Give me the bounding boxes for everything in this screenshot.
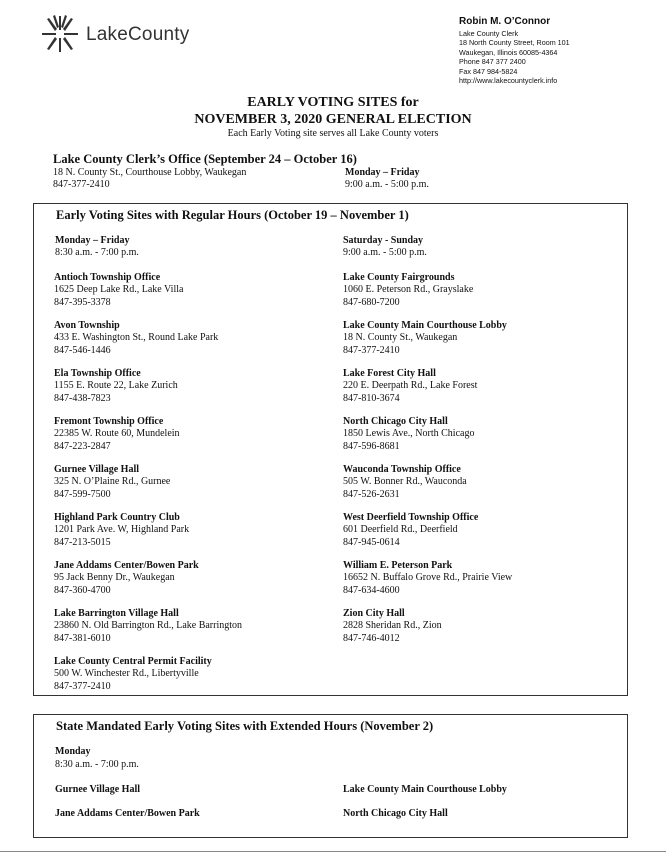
regular-hours-heading: Early Voting Sites with Regular Hours (October 19 – November 1) xyxy=(56,208,409,222)
site-entry xyxy=(54,320,344,357)
extended-hours-heading: State Mandated Early Voting Sites with Extended Hours (November 2) xyxy=(56,719,434,733)
site-address: 95 Jack Benny Dr., Waukegan xyxy=(54,572,175,584)
site-entry xyxy=(343,416,633,453)
site-name: Lake County Fairgrounds xyxy=(343,272,455,283)
site-phone: 847-377-2410 xyxy=(54,680,111,692)
site-phone: 847-634-4600 xyxy=(343,584,400,596)
site-entry xyxy=(343,512,633,549)
site-address: 220 E. Deerpath Rd., Lake Forest xyxy=(343,380,478,392)
site-name: Zion City Hall xyxy=(343,608,405,619)
clerk-office-address: 18 N. County St., Courthouse Lobby, Waukegan xyxy=(53,167,247,178)
site-phone: 847-381-6010 xyxy=(54,632,111,644)
site-address: 16652 N. Buffalo Grove Rd., Prairie View xyxy=(343,572,513,584)
weekend-label: Saturday - Sunday xyxy=(343,235,424,246)
site-address: 23860 N. Old Barrington Rd., Lake Barrington xyxy=(54,620,243,632)
site-entry xyxy=(54,464,344,501)
contact-line: Phone 847 377 2400 xyxy=(459,57,526,67)
site-phone: 847-945-0614 xyxy=(343,536,400,548)
logo-text: LakeCounty xyxy=(86,24,190,45)
extended-site: North Chicago City Hall xyxy=(343,808,448,819)
page-title-line2: NOVEMBER 3, 2020 GENERAL ELECTION xyxy=(194,112,472,127)
site-name: Lake County Main Courthouse Lobby xyxy=(343,320,507,331)
site-name: North Chicago City Hall xyxy=(343,416,448,427)
weekday-label: Monday – Friday xyxy=(55,235,130,246)
site-phone: 847-526-2631 xyxy=(343,488,400,500)
site-entry xyxy=(54,560,344,597)
weekday-hours: 8:30 a.m. - 7:00 p.m. xyxy=(55,247,139,258)
site-address: 1155 E. Route 22, Lake Zurich xyxy=(54,380,178,392)
contact-line: Fax 847 984-5824 xyxy=(459,66,518,76)
site-address: 18 N. County St., Waukegan xyxy=(343,332,458,344)
site-name: Fremont Township Office xyxy=(54,416,164,427)
lake-county-logo-icon xyxy=(40,14,80,54)
extended-site: Lake County Main Courthouse Lobby xyxy=(343,784,507,795)
site-phone: 847-546-1446 xyxy=(54,344,111,356)
site-address: 1201 Park Ave. W, Highland Park xyxy=(54,524,190,536)
contact-line: Lake County Clerk xyxy=(459,29,519,38)
site-phone: 847-599-7500 xyxy=(54,488,111,500)
site-name: Lake Barrington Village Hall xyxy=(54,608,179,619)
site-address: 2828 Sheridan Rd., Zion xyxy=(343,620,442,632)
site-name: West Deerfield Township Office xyxy=(343,512,479,523)
site-entry xyxy=(54,416,344,453)
site-phone: 847-395-3378 xyxy=(54,296,111,308)
site-address: 505 W. Bonner Rd., Wauconda xyxy=(343,476,467,488)
extended-day-label: Monday xyxy=(55,746,91,757)
weekend-hours: 9:00 a.m. - 5:00 p.m. xyxy=(343,247,427,258)
site-name: Avon Township xyxy=(54,320,120,331)
site-address: 500 W. Winchester Rd., Libertyville xyxy=(54,668,199,680)
site-name: Gurnee Village Hall xyxy=(54,464,139,475)
clerk-office-phone: 847-377-2410 xyxy=(53,179,110,190)
site-name: Lake Forest City Hall xyxy=(343,368,436,379)
site-phone: 847-377-2410 xyxy=(343,344,400,356)
contact-website-link[interactable]: http://www.lakecountyclerk.info xyxy=(459,76,558,86)
site-entry xyxy=(343,272,633,309)
page-title-line1: EARLY VOTING SITES for xyxy=(247,95,419,110)
clerk-office-heading: Lake County Clerk’s Office (September 24 – October 16) xyxy=(53,152,357,166)
clerk-office-days: Monday – Friday xyxy=(345,167,420,178)
site-phone: 847-213-5015 xyxy=(54,536,111,548)
site-entry xyxy=(343,368,633,405)
site-entry xyxy=(54,656,344,693)
site-entry xyxy=(343,464,633,501)
site-name: Lake County Central Permit Facility xyxy=(54,656,212,667)
site-phone: 847-223-2847 xyxy=(54,440,111,452)
site-name: Antioch Township Office xyxy=(54,272,161,283)
site-entry xyxy=(54,512,344,549)
site-name: Highland Park Country Club xyxy=(54,512,180,523)
site-address: 1850 Lewis Ave., North Chicago xyxy=(343,428,475,440)
site-entry xyxy=(343,560,633,597)
site-address: 433 E. Washington St., Round Lake Park xyxy=(54,332,219,344)
extended-site: Gurnee Village Hall xyxy=(55,784,140,795)
site-entry xyxy=(54,608,344,645)
page-subtitle: Each Early Voting site serves all Lake County voters xyxy=(227,128,439,139)
site-phone: 847-746-4012 xyxy=(343,632,400,644)
site-address: 1060 E. Peterson Rd., Grayslake xyxy=(343,284,474,296)
site-address: 325 N. O’Plaine Rd., Gurnee xyxy=(54,476,171,488)
contact-line: 18 North County Street, Room 101 xyxy=(459,38,570,48)
contact-line: Waukegan, Illinois 60085-4364 xyxy=(459,47,558,57)
site-entry xyxy=(343,608,633,645)
clerk-name: Robin M. O’Connor xyxy=(459,16,551,27)
extended-site: Jane Addams Center/Bowen Park xyxy=(55,808,200,819)
site-name: Jane Addams Center/Bowen Park xyxy=(54,560,199,571)
site-entry xyxy=(343,320,633,357)
contact-block xyxy=(459,16,570,85)
site-phone: 847-596-8681 xyxy=(343,440,400,452)
site-name: William E. Peterson Park xyxy=(343,560,453,571)
clerk-office-hours: 9:00 a.m. - 5:00 p.m. xyxy=(345,179,429,190)
site-address: 22385 W. Route 60, Mundelein xyxy=(54,428,180,440)
site-address: 1625 Deep Lake Rd., Lake Villa xyxy=(54,284,184,296)
site-address: 601 Deerfield Rd., Deerfield xyxy=(343,524,458,536)
site-phone: 847-438-7823 xyxy=(54,392,111,404)
site-phone: 847-810-3674 xyxy=(343,392,400,404)
site-entry xyxy=(54,272,344,309)
site-phone: 847-360-4700 xyxy=(54,584,111,596)
site-name: Wauconda Township Office xyxy=(343,464,461,475)
extended-hours: 8:30 a.m. - 7:00 p.m. xyxy=(55,759,139,770)
footer-divider xyxy=(0,851,666,852)
site-phone: 847-680-7200 xyxy=(343,296,400,308)
site-entry xyxy=(54,368,344,405)
site-name: Ela Township Office xyxy=(54,368,141,379)
